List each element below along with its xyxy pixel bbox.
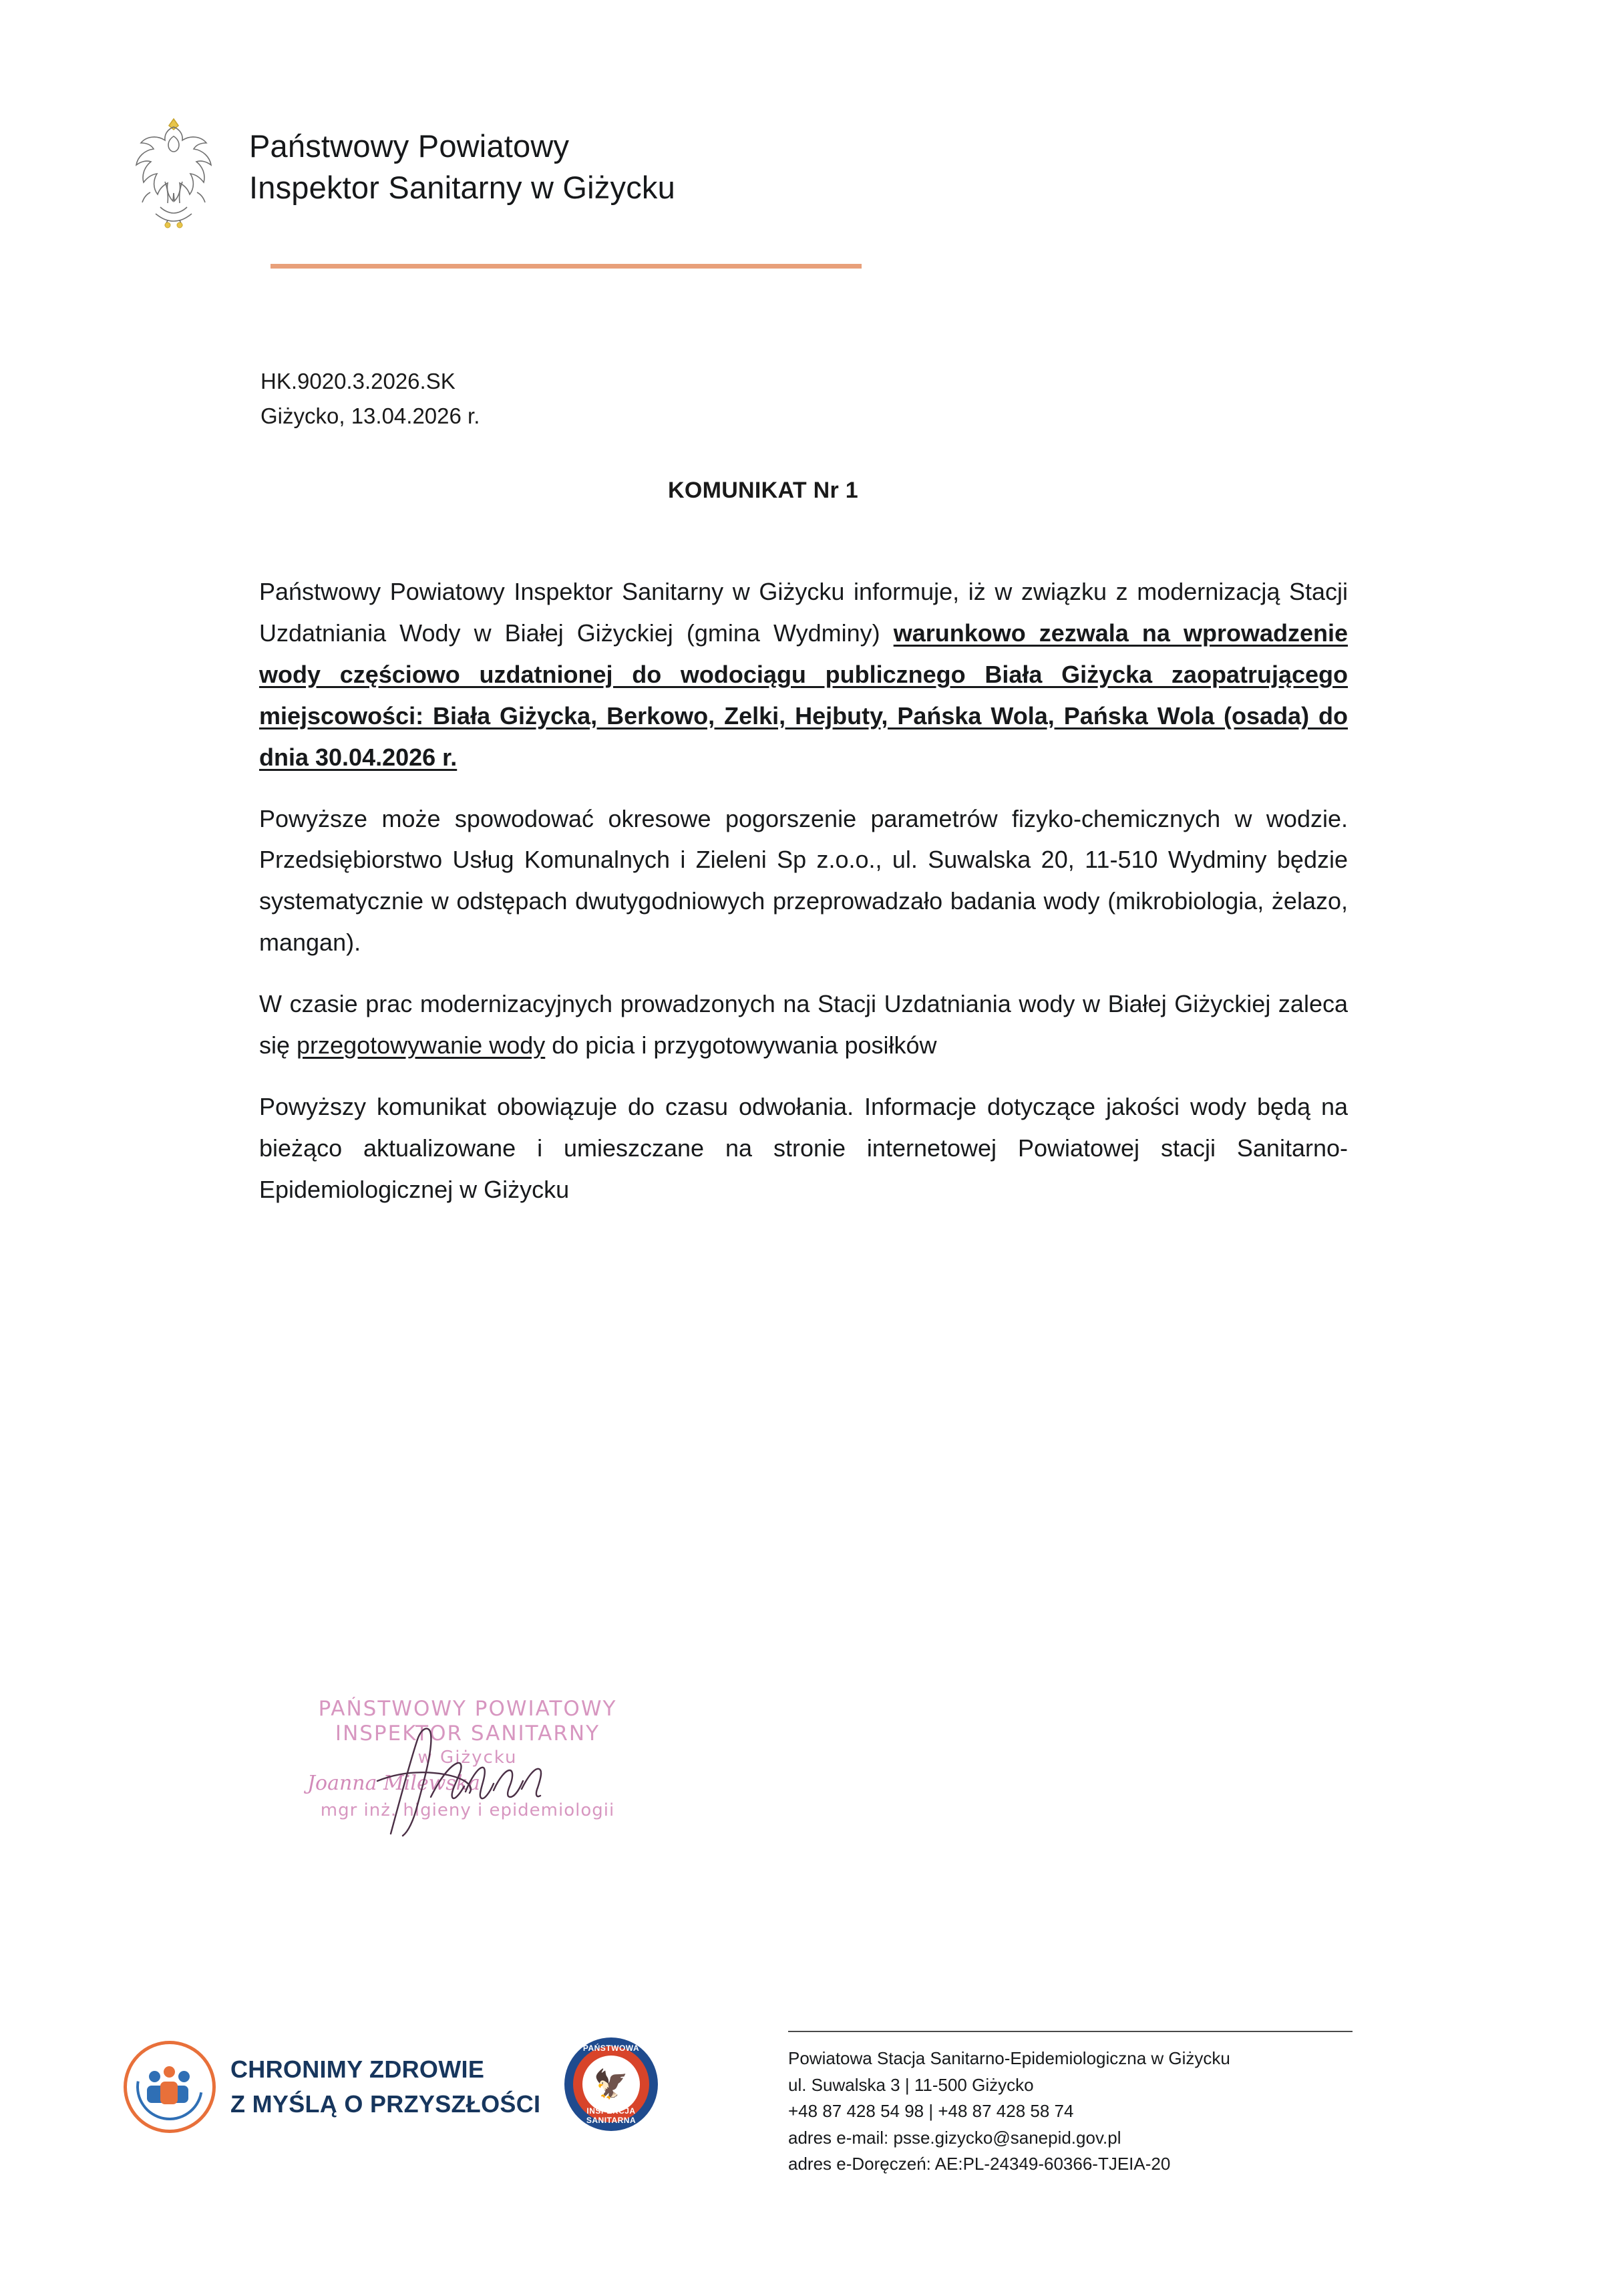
letterhead-line-1: Państwowy Powiatowy: [249, 128, 570, 164]
letterhead: [124, 107, 925, 230]
handwritten-signature-icon: [351, 1717, 604, 1850]
paragraph-4: Powyższy komunikat obowiązuje do czasu odwołania. Informacje dotyczące jakości wody będą na bieżąco aktualizowane i umieszczane na stronie internetowej Powiatowej stacji Sanitarno-Epidemiologicznej w Giżycku: [259, 1092, 1348, 1203]
official-stamp: [271, 1697, 665, 1850]
footer-campaign-logo: [124, 2041, 540, 2133]
stamp-line-2: INSPEKTOR SANITARNY: [335, 1721, 600, 1746]
letterhead-text: [249, 107, 675, 208]
footer-slogan-line-2: Z MYŚLĄ O PRZYSZŁOŚCI: [230, 2090, 541, 2118]
document-title-text: KOMUNIKAT Nr 1: [667, 478, 858, 503]
paragraph-3-emphasis: przegotowywanie wody: [297, 1031, 546, 1059]
place-and-date: Giżycko, 13.04.2026 r.: [260, 403, 480, 429]
stamp-line-4: mgr inż. higieny i epidemiologii: [320, 1800, 615, 1820]
paragraph-1: [259, 571, 1348, 778]
footer-address-block: [788, 2031, 1376, 2178]
letterhead-divider: [271, 264, 862, 269]
case-number: HK.9020.3.2026.SK: [260, 369, 456, 393]
paragraph-1-intro: Państwowy Powiatowy Inspektor Sanitarny w Giżycku informuje, iż w związku z modernizacją Stacji Uzdatniania Wody w Białej Giżyckiej (gmina Wydminy): [259, 578, 1348, 647]
footer-address-line: Powiatowa Stacja Sanitarno-Epidemiologiczna w Giżycku: [788, 2048, 1230, 2068]
sanitary-inspection-badge-icon: [564, 2037, 658, 2131]
badge-top-text: PAŃSTWOWA: [582, 2043, 640, 2053]
paragraph-3: [259, 983, 1348, 1066]
stamp-signature-name: Joanna Milewska: [307, 1772, 480, 1795]
badge-eagle-icon: 🦅: [593, 2068, 629, 2100]
document-title: [0, 478, 1609, 504]
stamp-line-3: w Giżycku: [417, 1748, 518, 1768]
footer-divider: [788, 2031, 1353, 2032]
paragraph-3-intro: W czasie prac modernizacyjnych prowadzonych na Stacji Uzdatniania wody w Białej Giżyckiej zaleca się: [259, 990, 1348, 1059]
paragraph-3-outro: do picia i przygotowywania posiłków: [545, 1031, 937, 1059]
stamp-line-1: PAŃSTWOWY POWIATOWY: [318, 1697, 617, 1721]
hands-family-icon: [124, 2041, 216, 2133]
footer-edelivery-line: adres e-Doręczeń: AE:PL-24349-60366-TJEIA-20: [788, 2154, 1171, 2174]
polish-eagle-emblem-icon: [124, 107, 224, 230]
paragraph-2: Powyższe może spowodować okresowe pogorszenie parametrów fizyko-chemicznych w wodzie. Przedsiębiorstwo Usług Komunalnych i Zieleni Sp z.o.o., ul. Suwalska 20, 11-510 Wydminy będzie systematycznie w odstępach dwutygodniowych przeprowadzało badania wody (mikrobiologia, żelazo, mangan).: [259, 804, 1348, 957]
badge-bottom-text: INSPEKCJA SANITARNA: [586, 2106, 637, 2125]
reference-block: [260, 364, 480, 434]
footer-email-line: adres e-mail: psse.gizycko@sanepid.gov.pl: [788, 2127, 1121, 2148]
footer-phone-line: +48 87 428 54 98 | +48 87 428 58 74: [788, 2101, 1074, 2122]
footer-slogan-line-1: CHRONIMY ZDROWIE: [230, 2055, 485, 2083]
paragraph-1-emphasis: warunkowo zezwala na wprowadzenie wody częściowo uzdatnionej do wodociągu publicznego Biała Giżycka zaopatrującego miejscowości: Biała Giżycka, Berkowo, Zelki, Hejbuty, Pańska Wola, Pańska Wola (osada) do dnia 30.04.2026 r.: [259, 619, 1348, 771]
footer-address-line: ul. Suwalska 3 | 11-500 Giżycko: [788, 2074, 1034, 2095]
letterhead-line-2: Inspektor Sanitarny w Giżycku: [249, 170, 675, 206]
document-body: [259, 571, 1348, 1210]
footer-slogan: [230, 2052, 540, 2122]
